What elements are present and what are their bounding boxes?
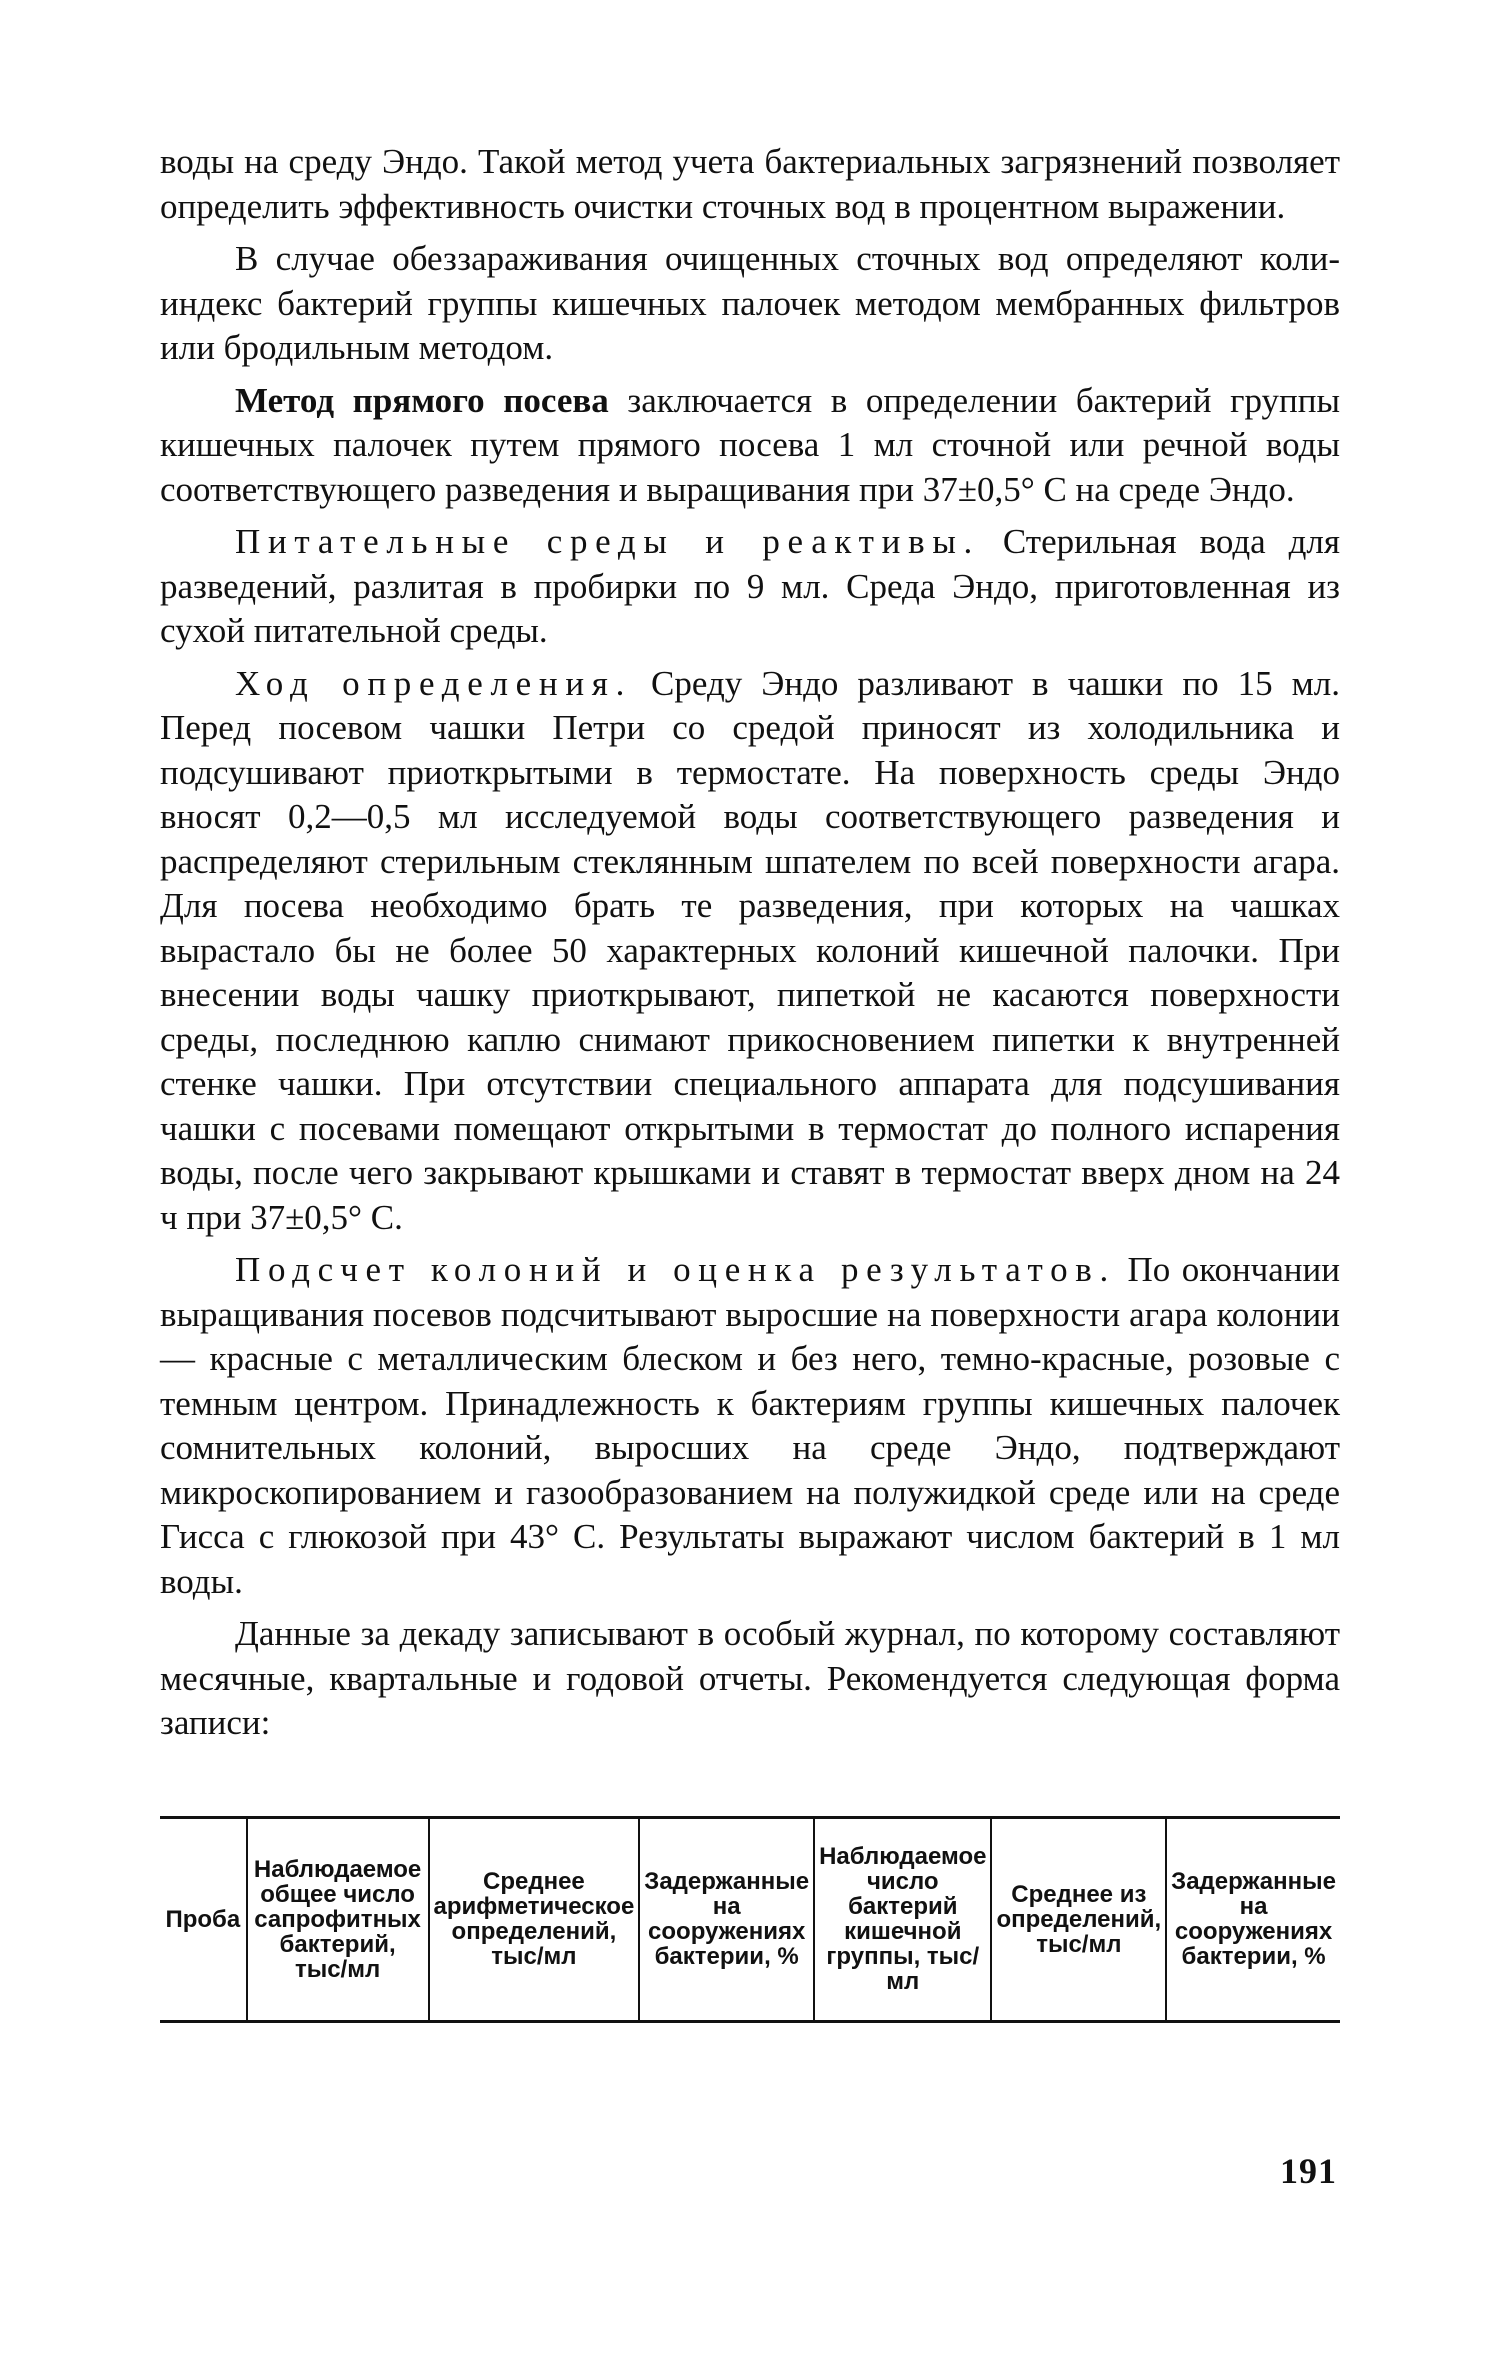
direct-seeding-heading: Метод прямого посева xyxy=(235,380,609,420)
table-header-cell: Наблюдаемое число бактерий кишечной группы, тыс/мл xyxy=(814,1817,991,2021)
record-form-table xyxy=(160,1816,1340,2023)
page-content xyxy=(160,140,1340,2023)
table-header-cell: Задержанные на сооружениях бактерии, % xyxy=(1166,1817,1340,2021)
paragraph-counting xyxy=(160,1248,1340,1604)
table-header-cell: Среднее из определений, тыс/мл xyxy=(991,1817,1166,2021)
paragraph-media xyxy=(160,520,1340,654)
paragraph-direct-seeding xyxy=(160,379,1340,513)
table-header-cell: Задержанные на сооружениях бактерии, % xyxy=(639,1817,814,2021)
counting-heading: Подсчет колоний и оценка результатов. xyxy=(235,1250,1116,1289)
table-header-row xyxy=(160,1817,1340,2021)
media-heading: Питательные среды и реактивы. xyxy=(235,522,980,561)
procedure-text: Среду Эндо разливают в чашки по 15 мл. Перед посевом чашки Петри со средой приносят из холодильника и подсушивают приоткрытыми в термостате. На поверхность среды Эндо вносят 0,2—0,5 мл исследуемой воды соответствующего разведения и распределяют стерильным стеклянным шпателем по всей поверхности агара. Для посева необходимо брать те разведения, при которых на чашках вырастало бы не более 50 характерных колоний кишечной палочки. При внесении воды чашку приоткрывают, пипеткой не касаются поверхности среды, последнюю каплю снимают прикосновением пипетки к внутренней стенке чашки. При отсутствии специального аппарата для подсушивания чашки с посевами помещают открытыми в термостат до полного испарения воды, после чего закрывают крышками и ставят в термостат вверх дном на 24 ч при 37±0,5° С. xyxy=(160,663,1340,1237)
paragraph-continuation: воды на среду Эндо. Такой метод учета бактериальных загрязнений позволяет определить эффективность очистки сточных вод в процентном выражении. xyxy=(160,142,1340,226)
media-text: Стерильная вода для разведений, разлитая в пробирки по 9 мл. Среда Эндо, приготовленная из сухой питательной среды. xyxy=(160,522,1341,650)
paragraph-journal: Данные за декаду записывают в особый журнал, по которому составляют месячные, квартальные и годовой отчеты. Рекомендуется следующая форма записи: xyxy=(160,1614,1340,1742)
record-form-table-wrap xyxy=(160,1816,1340,2023)
paragraph-procedure xyxy=(160,662,1340,1241)
table-header-cell: Наблюдаемое общее число сапрофитных бактерий, тыс/мл xyxy=(247,1817,429,2021)
direct-seeding-text: заключается в определении бактерий группы кишечных палочек путем прямого посева 1 мл сточной или речной воды соответствующего разведения и выращивания при 37±0,5° С на среде Эндо. xyxy=(160,380,1340,509)
table-header-cell: Проба xyxy=(165,1905,241,1933)
paragraph-disinfection: В случае обеззараживания очищенных сточных вод определяют коли-индекс бактерий группы кишечных палочек методом мембранных фильтров или бродильным методом. xyxy=(160,239,1340,367)
page-number: 191 xyxy=(1280,2151,1337,2191)
procedure-heading: Ход определения. xyxy=(235,663,633,703)
table-header-cell: Среднее арифметическое определений, тыс/мл xyxy=(429,1817,640,2021)
counting-text: По окончании выращивания посевов подсчитывают выросшие на поверхности агара колонии — красные с металлическим блеском и без него, темно-красные, розовые с темным центром. Принадлежность к бактериям группы кишечных палочек сомнительных колоний, выросших на среде Эндо, подтверждают микроскопированием и газообразованием на полужидкой среде или на среде Гисса с глюкозой при 43° С. Результаты выражают числом бактерий в 1 мл воды. xyxy=(160,1250,1340,1601)
